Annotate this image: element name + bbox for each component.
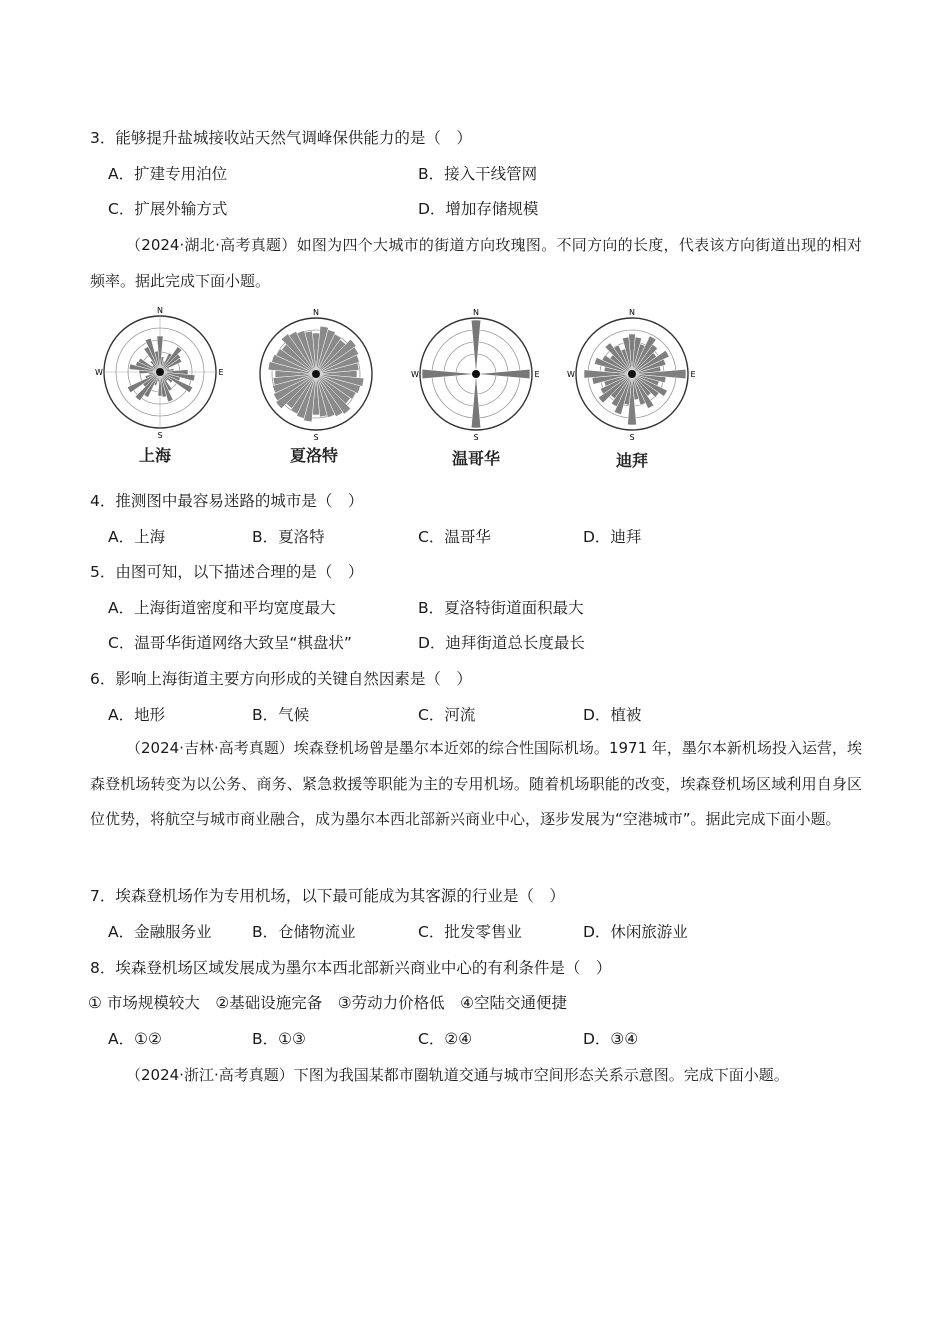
shanghai-center bbox=[156, 368, 164, 376]
rose-diagram-vancouver bbox=[408, 306, 544, 442]
q4-option-b: B．夏洛特 bbox=[252, 528, 325, 546]
q7-option-b: B．仓储物流业 bbox=[252, 923, 356, 941]
q7-option-a: A．金融服务业 bbox=[108, 923, 212, 941]
north-label: N bbox=[473, 308, 479, 317]
q4-option-d: D．迪拜 bbox=[583, 528, 642, 546]
east-label: E bbox=[690, 370, 696, 379]
city-label-shanghai: 上海 bbox=[138, 446, 171, 465]
q7-option-c: C．批发零售业 bbox=[418, 923, 522, 941]
south-label: S bbox=[473, 433, 479, 442]
q6-option-a: A．地形 bbox=[108, 706, 166, 724]
vancouver-petal bbox=[471, 374, 480, 428]
rose-diagram-shanghai bbox=[92, 304, 228, 440]
q8-option-d: D．③④ bbox=[583, 1030, 639, 1048]
west-label: W bbox=[95, 368, 103, 377]
east-label: E bbox=[218, 368, 224, 377]
vancouver-petal bbox=[422, 369, 476, 378]
east-label: E bbox=[534, 370, 540, 379]
vancouver-petal bbox=[476, 369, 530, 378]
q4-option-a: A．上海 bbox=[108, 528, 166, 546]
q3-option-d: D．增加存储规模 bbox=[418, 200, 539, 218]
q7-option-d: D．休闲旅游业 bbox=[583, 923, 688, 941]
vancouver-petal bbox=[471, 320, 480, 374]
q6-option-b: B．气候 bbox=[252, 706, 310, 724]
north-label: N bbox=[157, 306, 163, 315]
rose-diagram-dubai bbox=[564, 306, 700, 442]
q4-option-c: C．温哥华 bbox=[418, 528, 491, 546]
intro-hubei: （2024·湖北·高考真题）如图为四个大城市的街道方向玫瑰图。不同方向的长度，代表该方向街道出现的相对频率。据此完成下面小题。 bbox=[90, 236, 862, 290]
q6-option-d: D．植被 bbox=[583, 706, 642, 724]
q7-stem: 7．埃森登机场作为专用机场，以下最可能成为其客源的行业是（ ） bbox=[90, 887, 565, 905]
dubai-center bbox=[628, 370, 636, 378]
south-label: S bbox=[629, 433, 635, 442]
q8-items: ① 市场规模较大 ②基础设施完备 ③劳动力价格低 ④空陆交通便捷 bbox=[88, 994, 568, 1012]
q5-option-b: B．夏洛特街道面积最大 bbox=[418, 599, 584, 617]
q3-option-c: C．扩展外输方式 bbox=[108, 200, 228, 218]
west-label: W bbox=[567, 370, 575, 379]
q4-stem: 4．推测图中最容易迷路的城市是（ ） bbox=[90, 492, 364, 510]
q3-option-a: A．扩建专用泊位 bbox=[108, 165, 228, 183]
intro-jilin: （2024·吉林·高考真题）埃森登机场曾是墨尔本近郊的综合性国际机场。1971 年，墨尔本新机场投入运营，埃森登机场转变为以公务、商务、紧急救援等职能为主的专用机场。随着机场职能的改变，埃森登机场区域利用自身区位优势，将航空与城市商业融合，成为墨尔本西北部新兴商业中心，逐步发展为“空港城市”。据此完成下面小题。 bbox=[90, 739, 862, 828]
q5-option-d: D．迪拜街道总长度最长 bbox=[418, 634, 585, 652]
city-label-vancouver: 温哥华 bbox=[451, 449, 500, 468]
charlotte-center bbox=[312, 370, 320, 378]
q5-option-c: C．温哥华街道网络大致呈“棋盘状” bbox=[108, 634, 352, 652]
q3-option-b: B．接入干线管网 bbox=[418, 165, 538, 183]
intro-zhejiang: （2024·浙江·高考真题）下图为我国某都市圈轨道交通与城市空间形态关系示意图。完成下面小题。 bbox=[126, 1066, 789, 1084]
west-label: W bbox=[411, 370, 419, 379]
rose-diagram-charlotte bbox=[248, 306, 384, 442]
city-label-dubai: 迪拜 bbox=[615, 451, 648, 470]
q5-option-a: A．上海街道密度和平均宽度最大 bbox=[108, 599, 336, 617]
vancouver-center bbox=[472, 370, 480, 378]
q5-stem: 5．由图可知，以下描述合理的是（ ） bbox=[90, 563, 364, 581]
north-label: N bbox=[629, 308, 635, 317]
q6-stem: 6．影响上海街道主要方向形成的关键自然因素是（ ） bbox=[90, 670, 472, 688]
q8-stem: 8．埃森登机场区域发展成为墨尔本西北部新兴商业中心的有利条件是（ ） bbox=[90, 959, 612, 977]
south-label: S bbox=[157, 431, 163, 440]
north-label: N bbox=[313, 308, 319, 317]
q3-stem: 3．能够提升盐城接收站天然气调峰保供能力的是（ ） bbox=[90, 129, 472, 147]
q8-option-c: C．②④ bbox=[418, 1030, 473, 1048]
city-label-charlotte: 夏洛特 bbox=[289, 446, 338, 465]
south-label: S bbox=[313, 433, 319, 442]
q8-option-b: B．①③ bbox=[252, 1030, 306, 1048]
q8-option-a: A．①② bbox=[108, 1030, 162, 1048]
q6-option-c: C．河流 bbox=[418, 706, 476, 724]
